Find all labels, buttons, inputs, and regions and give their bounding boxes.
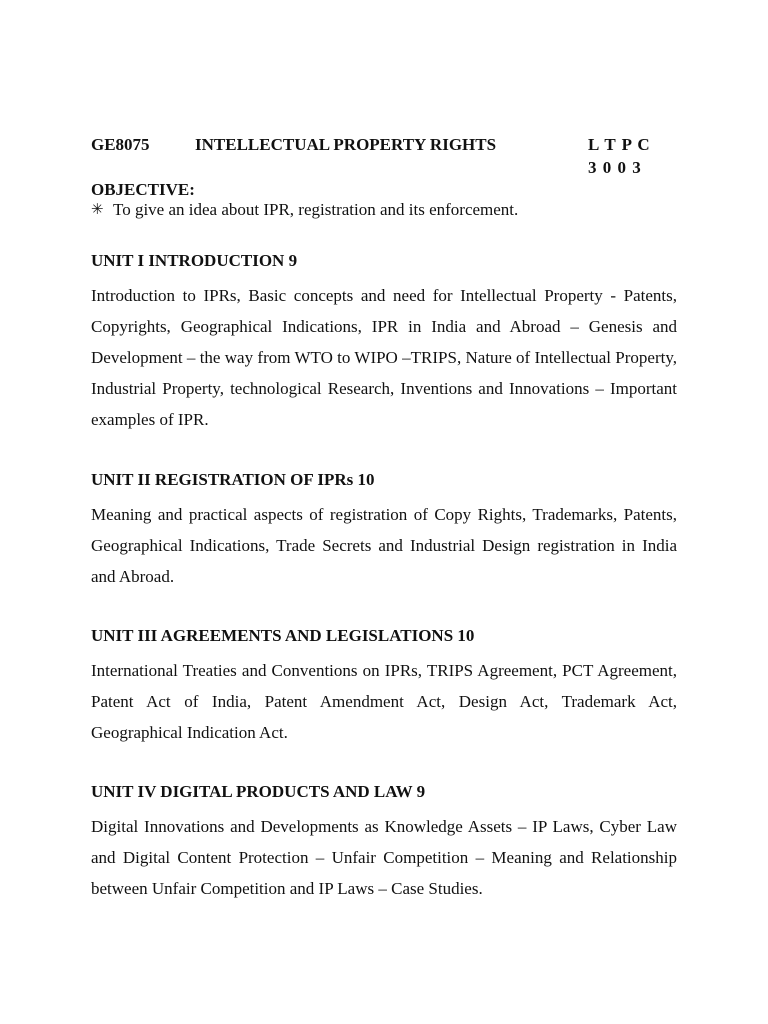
- ltpc-label: L T P C: [588, 135, 651, 154]
- unit-1-heading: UNIT I INTRODUCTION 9: [91, 251, 298, 270]
- unit-3-section: [91, 625, 677, 748]
- unit-3-body: International Treaties and Conventions on IPRs, TRIPS Agreement, PCT Agreement, Patent Act of India, Patent Amendment Act, Design Act, Trademark Act, Geographical Indication Act.: [91, 661, 677, 742]
- unit-3-heading: UNIT III AGREEMENTS AND LEGISLATIONS 10: [91, 626, 475, 645]
- unit-2-heading: UNIT II REGISTRATION OF IPRs 10: [91, 470, 375, 489]
- objective-item: [91, 199, 518, 221]
- unit-4-section: [91, 781, 677, 904]
- course-title: INTELLECTUAL PROPERTY RIGHTS: [195, 135, 497, 154]
- unit-4-heading: UNIT IV DIGITAL PRODUCTS AND LAW 9: [91, 782, 426, 801]
- unit-1-body: Introduction to IPRs, Basic concepts and need for Intellectual Property - Patents, Copyrights, Geographical Indications, IPR in India and Abroad – Genesis and Development – the way from WTO to WIPO –TRIPS, Nature of Intellectual Property, Industrial Property, technological Research, Inventions and Innovations – Important examples of IPR.: [91, 286, 677, 429]
- course-code: GE8075: [91, 135, 150, 154]
- unit-1-section: [91, 250, 677, 435]
- unit-2-section: [91, 469, 677, 592]
- unit-4-body: Digital Innovations and Developments as Knowledge Assets – IP Laws, Cyber Law and Digital Content Protection – Unfair Competition – Meaning and Relationship between Unfair Competition and IP Laws – Case Studies.: [91, 817, 677, 898]
- asterisk-bullet-icon: ✳: [91, 202, 104, 218]
- objective-heading: OBJECTIVE:: [91, 180, 195, 199]
- ltpc-values: 3 0 0 3: [588, 158, 642, 177]
- unit-2-body: Meaning and practical aspects of registration of Copy Rights, Trademarks, Patents, Geographical Indications, Trade Secrets and Industrial Design registration in India and Abroad.: [91, 505, 677, 586]
- objective-item-text: To give an idea about IPR, registration and its enforcement.: [113, 200, 519, 219]
